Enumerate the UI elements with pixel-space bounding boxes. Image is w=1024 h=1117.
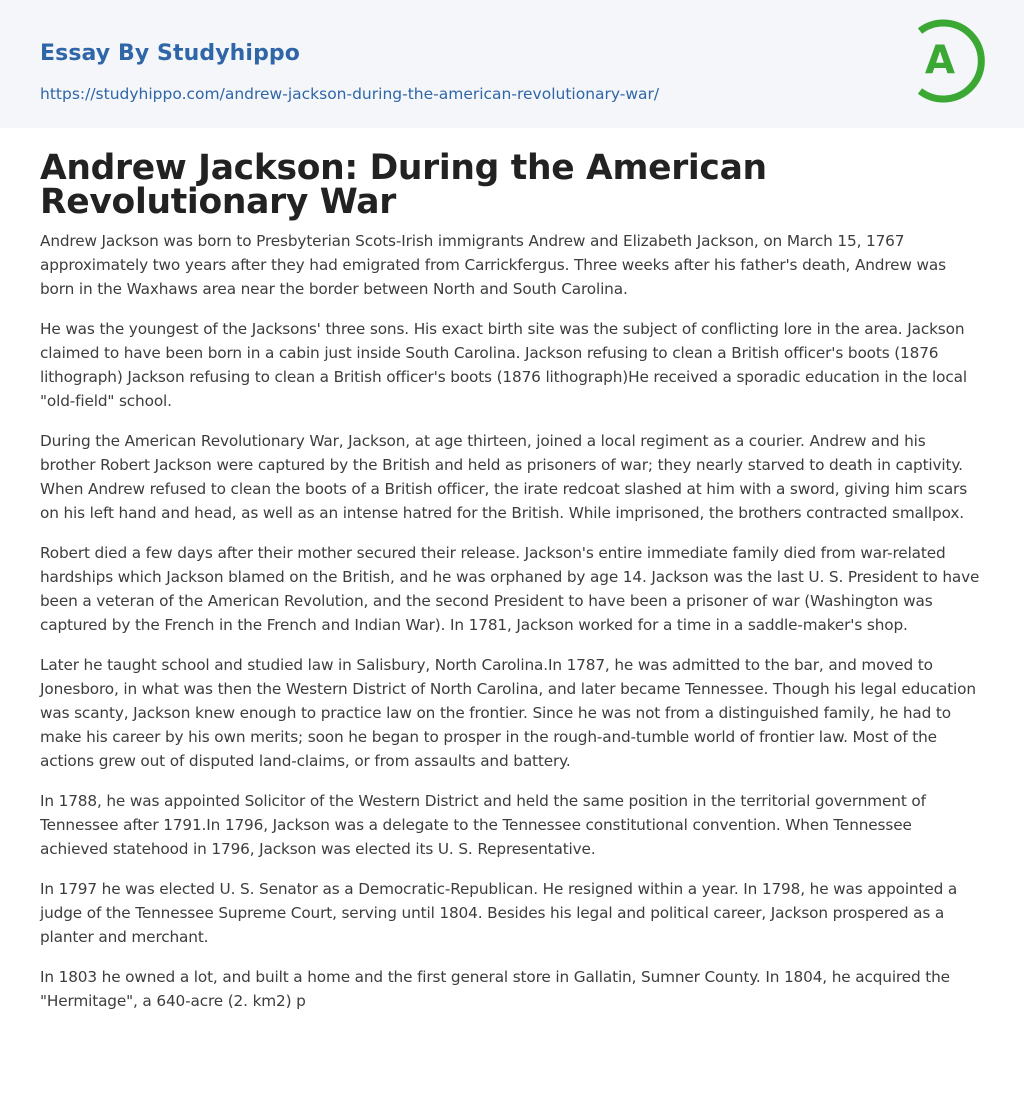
logo-letter: A (924, 38, 956, 83)
article-body (40, 229, 982, 1029)
paragraph: In 1803 he owned a lot, and built a home and the first general store in Gallatin, Sumner County. In 1804, he acquired the "Hermitage", a 640-acre (2. km2) p (40, 968, 950, 1010)
paragraph: He was the youngest of the Jacksons' three sons. His exact birth site was the subject of conflicting lore in the area. Jackson claimed to have been born in a cabin just inside South Carolina. Jackson refusing to clean a British officer's boots (1876 lithograph) Jackson refusing to clean a British officer's boots (1876 lithograph)He received a sporadic education in the local "old-field" school. (40, 320, 967, 410)
site-brand[interactable]: Essay By Studyhippo (40, 41, 300, 66)
paragraph: Robert died a few days after their mother secured their release. Jackson's entire immediate family died from war-related hardships which Jackson blamed on the British, and he was orphaned by age 14. Jackson was the last U. S. President to have been a veteran of the American Revolution, and the second President to have been a prisoner of war (Washington was captured by the French in the French and Indian War). In 1781, Jackson worked for a time in a saddle-maker's shop. (40, 544, 980, 634)
paragraph: Andrew Jackson was born to Presbyterian Scots-Irish immigrants Andrew and Elizabeth Jackson, on March 15, 1767 approximately two years after they had emigrated from Carrickfergus. Three weeks after his father's death, Andrew was born in the Waxhaws area near the border between North and South Carolina. (40, 232, 946, 298)
page-title: Andrew Jackson: During the American Revolutionary War (40, 148, 767, 222)
paragraph: In 1797 he was elected U. S. Senator as a Democratic-Republican. He resigned within a year. In 1798, he was appointed a judge of the Tennessee Supreme Court, serving until 1804. Besides his legal and political career, Jackson prospered as a planter and merchant. (40, 880, 958, 946)
paragraph: In 1788, he was appointed Solicitor of the Western District and held the same position in the territorial government of Tennessee after 1791.In 1796, Jackson was a delegate to the Tennessee constitutional convention. When Tennessee achieved statehood in 1796, Jackson was elected its U. S. Representative. (40, 792, 926, 858)
paragraph: During the American Revolutionary War, Jackson, at age thirteen, joined a local regiment as a courier. Andrew and his brother Robert Jackson were captured by the British and held as prisoners of war; they nearly starved to death in captivity. When Andrew refused to clean the boots of a British officer, the irate redcoat slashed at him with a sword, giving him scars on his left hand and head, as well as an intense hatred for the British. While imprisoned, the brothers contracted smallpox. (40, 432, 968, 522)
article-url-link[interactable]: https://studyhippo.com/andrew-jackson-during-the-american-revolutionary-war/ (40, 85, 660, 103)
paragraph: Later he taught school and studied law in Salisbury, North Carolina.In 1787, he was admitted to the bar, and moved to Jonesboro, in what was then the Western District of North Carolina, and later became Tennessee. Though his legal education was scanty, Jackson knew enough to practice law on the frontier. Since he was not from a distinguished family, he had to make his career by his own merits; soon he began to prosper in the rough-and-tumble world of frontier law. Most of the actions grew out of disputed land-claims, or from assaults and battery. (40, 656, 976, 770)
